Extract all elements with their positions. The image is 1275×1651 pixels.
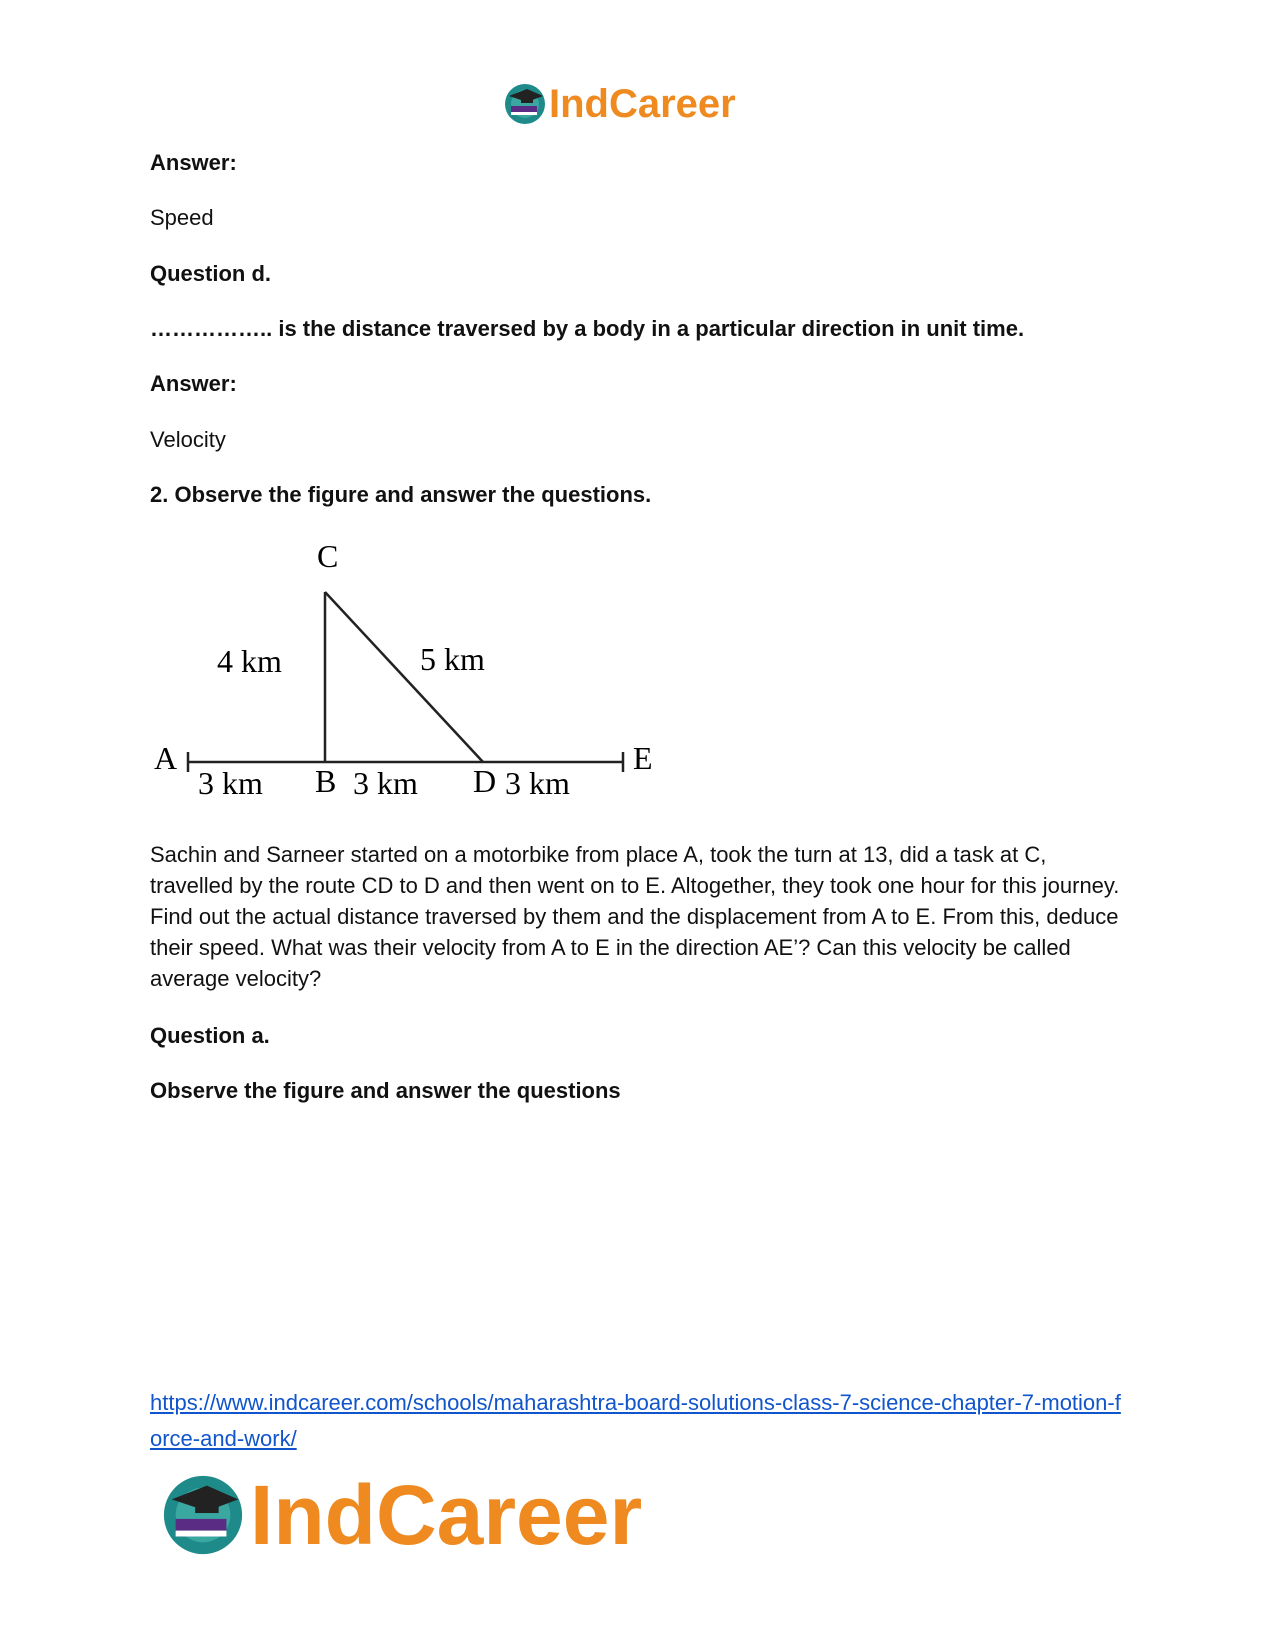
question-text: …………….. is the distance traversed by a body in a particular direction in unit time. xyxy=(150,316,1025,341)
label-5km: 5 km xyxy=(420,641,485,677)
logo-text: IndCareer xyxy=(549,81,736,126)
label-4km: 4 km xyxy=(217,643,282,679)
line-cd xyxy=(325,592,483,762)
logo-text: IndCareer xyxy=(250,1467,643,1562)
problem-paragraph: Sachin and Sarneer started on a motorbike from place A, took the turn at 13, did a task at C, travelled by the route CD to D and then went on to E. Altogether, they took one hour for this journey. Find out the actual distance traversed by them and the displacement from A to E. From this, deduce their speed. What was their velocity from A to E in the direction AE’? Can this velocity be called average velocity? xyxy=(150,842,1120,991)
point-d-label: D xyxy=(473,763,497,799)
source-link[interactable]: https://www.indcareer.com/schools/maharashtra-board-solutions-class-7-science-chapter-7-motion-force-and-work/ xyxy=(150,1390,1121,1451)
answer-label: Answer: xyxy=(150,371,237,396)
point-e-label: E xyxy=(633,740,653,776)
label-bd-3km: 3 km xyxy=(353,765,418,801)
question-label: Question d. xyxy=(150,261,271,286)
answer-value: Speed xyxy=(150,205,214,230)
graduation-cap-book-globe-icon xyxy=(503,82,547,126)
answer-value: Velocity xyxy=(150,427,226,452)
point-b-label: B xyxy=(315,763,337,799)
label-de-3km: 3 km xyxy=(505,765,570,801)
footer-logo xyxy=(160,1467,643,1562)
point-a-label: A xyxy=(154,740,178,776)
answer-label: Answer: xyxy=(150,150,237,175)
label-ab-3km: 3 km xyxy=(198,765,263,801)
question-text: Observe the figure and answer the questions xyxy=(150,1078,621,1103)
header-logo xyxy=(503,80,736,128)
point-c-label: C xyxy=(317,538,339,574)
graduation-cap-book-globe-icon xyxy=(160,1472,246,1558)
question-label: Question a. xyxy=(150,1023,270,1048)
route-diagram xyxy=(140,535,680,810)
section-title: 2. Observe the figure and answer the questions. xyxy=(150,482,652,507)
